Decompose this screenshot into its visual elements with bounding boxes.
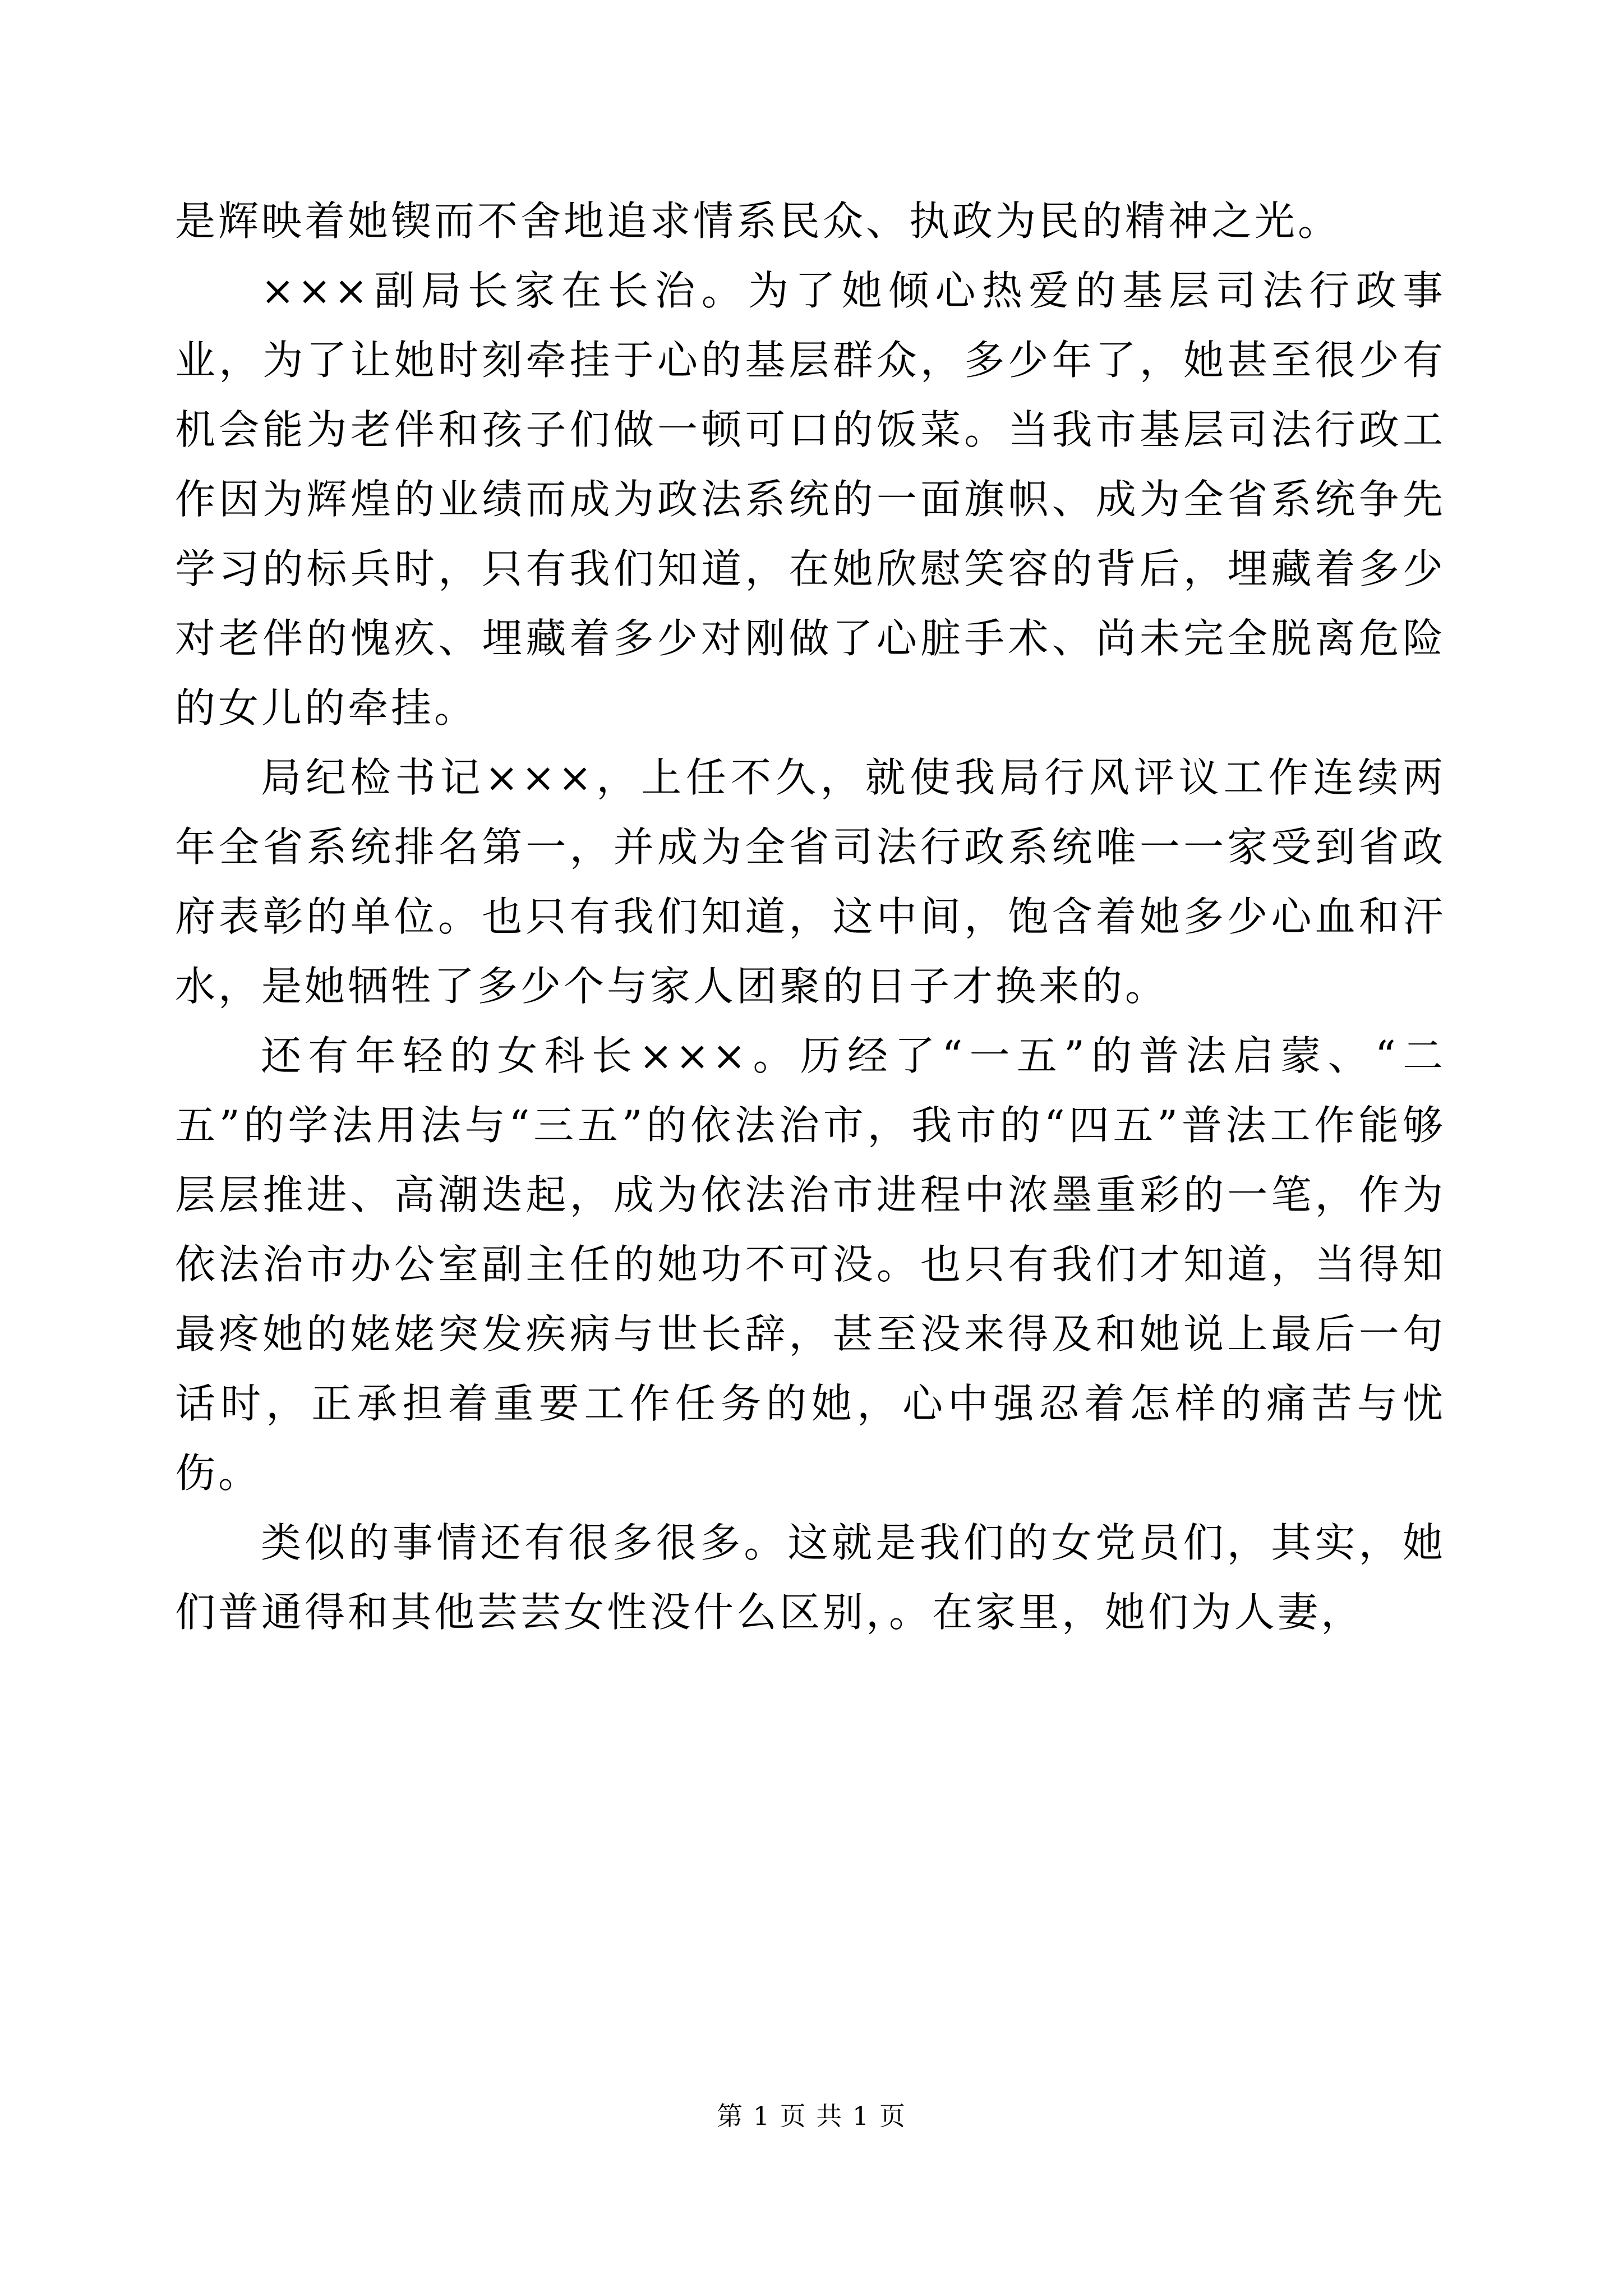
paragraph-discipline-secretary: 局纪检书记×××，上任不久，就使我局行风评议工作连续两年全省系统排名第一，并成为全省司法行政系统唯一一家受到省政府表彰的单位。也只有我们知道，这中间，饱含着她多少心血和汗水，是她牺牲了多少个与家人团聚的日子才换来的。 <box>175 754 1446 1010</box>
paragraph-continuation: 是辉映着她锲而不舍地追求情系民众、执政为民的精神之光。 <box>175 197 1341 245</box>
document-body <box>175 186 1446 1647</box>
paragraph-deputy-director: ×××副局长家在长治。为了她倾心热爱的基层司法行政事业，为了让她时刻牵挂于心的基层群众，多少年了，她甚至很少有机会能为老伴和孩子们做一顿可口的饭菜。当我市基层司法行政工作因为辉煌的业绩而成为政法系统的一面旗帜、成为全省系统争先学习的标兵时，只有我们知道，在她欣慰笑容的背后，埋藏着多少对老伴的愧疚、埋藏着多少对刚做了心脏手术、尚未完全脱离危险的女儿的牵挂。 <box>175 267 1446 731</box>
page-number-footer: 第 1 页 共 1 页 <box>717 2101 906 2131</box>
paragraph-summary: 类似的事情还有很多很多。这就是我们的女党员们，其实，她们普通得和其他芸芸女性没什么区别，。在家里，她们为人妻， <box>175 1519 1446 1636</box>
paragraph-section-chief: 还有年轻的女科长×××。历经了“一五”的普法启蒙、“二五”的学法用法与“三五”的依法治市，我市的“四五”普法工作能够层层推进、高潮迭起，成为依法治市进程中浓墨重彩的一笔，作为依法治市办公室副主任的她功不可没。也只有我们才知道，当得知最疼她的姥姥突发疾病与世长辞，甚至没来得及和她说上最后一句话时，正承担着重要工作任务的她，心中强忍着怎样的痛苦与忧伤。 <box>175 1032 1446 1497</box>
